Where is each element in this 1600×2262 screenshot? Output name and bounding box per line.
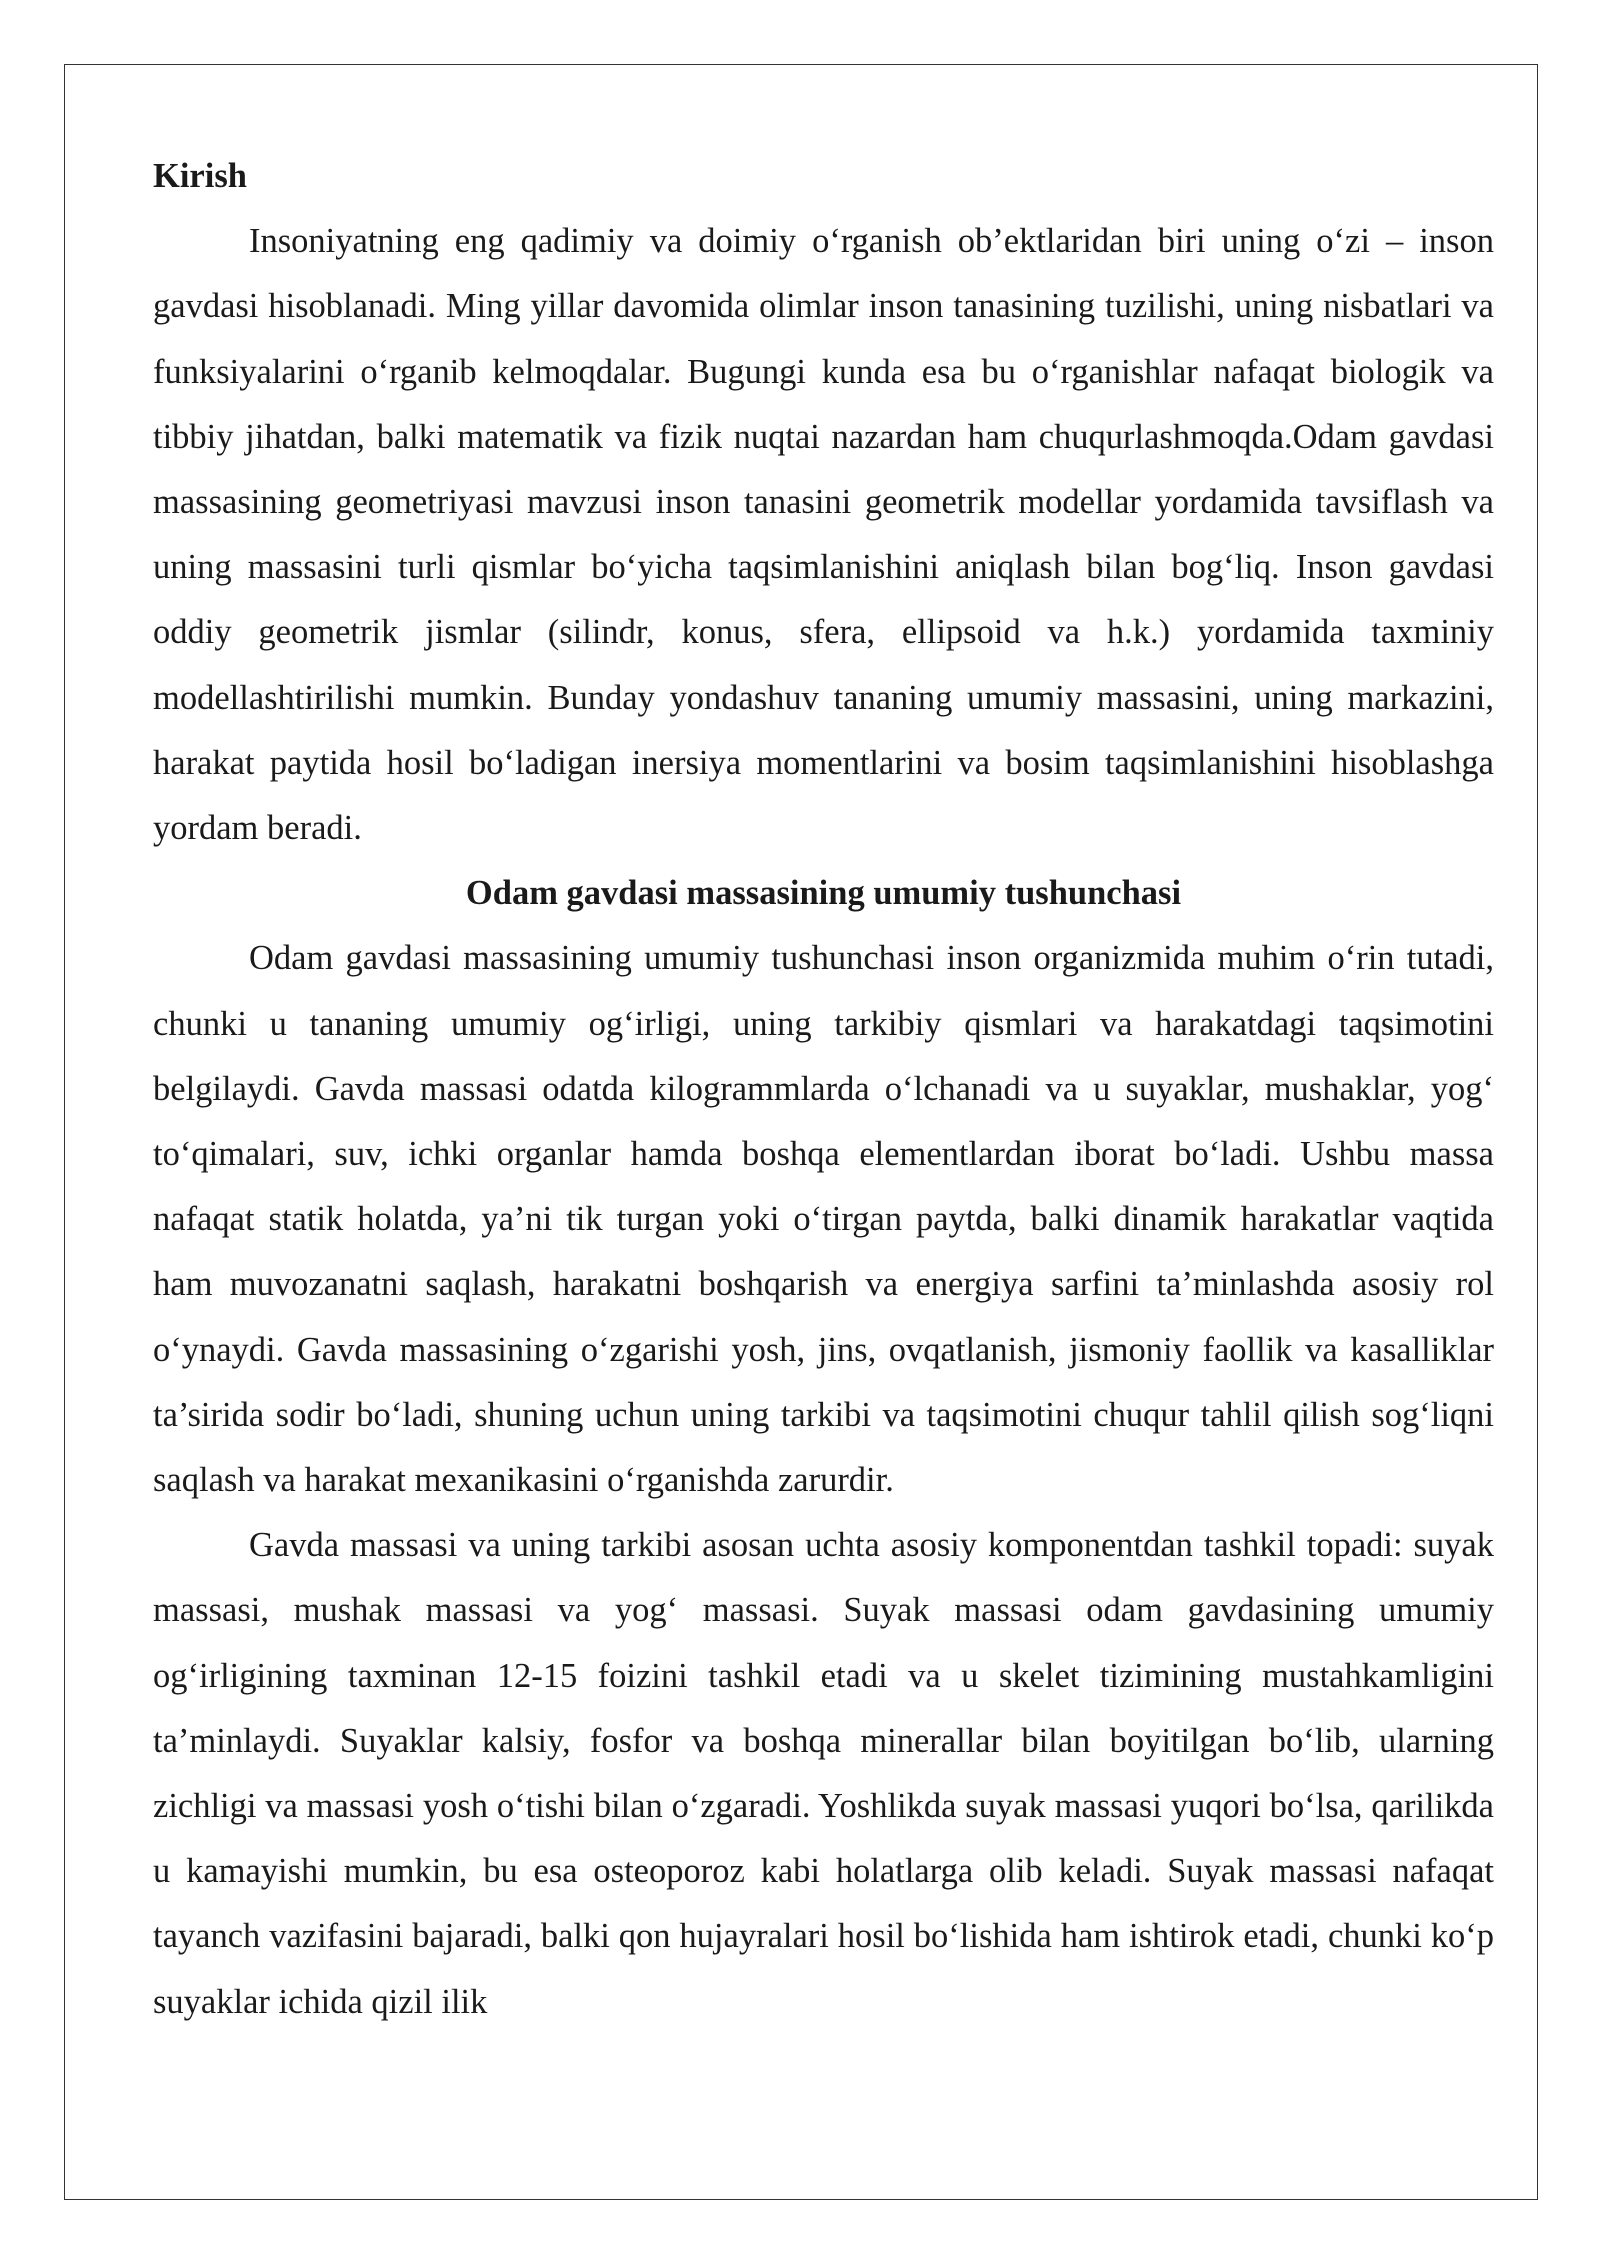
intro-heading: Kirish — [153, 157, 247, 195]
section-paragraph-1: Odam gavdasi massasining umumiy tushunchasi inson organizmida muhim o‘rin tutadi, chunki u tananing umumiy og‘irligi, uning tarkibiy qismlari va harakatdagi taqsimotini belgilaydi. Gavda massasi odatda kilogrammlarda o‘lchanadi va u suyaklar, mushaklar, yog‘ to‘qimalari, suv, ichki organlar hamda boshqa elementlardan iborat bo‘ladi. Ushbu massa nafaqat statik holatda, ya’ni tik turgan yoki o‘tirgan paytda, balki dinamik harakatlar vaqtida ham muvozanatni saqlash, harakatni boshqarish va energiya sarfini ta’minlashda asosiy rol o‘ynaydi. Gavda massasining o‘zgarishi yosh, jins, ovqatlanish, jismoniy faollik va kasalliklar ta’sirida sodir bo‘ladi, shuning uchun uning tarkibi va taqsimotini chuqur tahlil qilish sog‘liqni saqlash va harakat mexanikasini o‘rganishda zarurdir. — [153, 939, 1494, 1500]
document-body — [153, 144, 1494, 2035]
intro-paragraph: Insoniyatning eng qadimiy va doimiy o‘rganish ob’ektlaridan biri uning o‘zi – inson gavdasi hisoblanadi. Ming yillar davomida olimlar inson tanasining tuzilishi, uning nisbatlari va funksiyalarini o‘rganib kelmoqdalar. Bugungi kunda esa bu o‘rganishlar nafaqat biologik va tibbiy jihatdan, balki matematik va fizik nuqtai nazardan ham chuqurlashmoqda.Odam gavdasi massasining geometriyasi mavzusi inson tanasini geometrik modellar yordamida tavsiflash va uning massasini turli qismlar bo‘yicha taqsimlanishini aniqlash bilan bog‘liq. Inson gavdasi oddiy geometrik jismlar (silindr, konus, sfera, ellipsoid va h.k.) yordamida taxminiy modellashtirilishi mumkin. Bunday yondashuv tananing umumiy massasini, uning markazini, harakat paytida hosil bo‘ladigan inersiya momentlarini va bosim taqsimlanishini hisoblashga yordam beradi. — [153, 222, 1494, 848]
section-heading: Odam gavdasi massasining umumiy tushunchasi — [465, 874, 1182, 913]
section-paragraph-2: Gavda massasi va uning tarkibi asosan uchta asosiy komponentdan tashkil topadi: suyak massasi, mushak massasi va yog‘ massasi. Suyak massasi odam gavdasining umumiy og‘irligining taxminan 12-15 foizini tashkil etadi va u skelet tizimining mustahkamligini ta’minlaydi. Suyaklar kalsiy, fosfor va boshqa minerallar bilan boyitilgan bo‘lib, ularning zichligi va massasi yosh o‘tishi bilan o‘zgaradi. Yoshlikda suyak massasi yuqori bo‘lsa, qarilikda u kamayishi mumkin, bu esa osteoporoz kabi holatlarga olib keladi. Suyak massasi nafaqat tayanch vazifasini bajaradi, balki qon hujayralari hosil bo‘lishida ham ishtirok etadi, chunki ko‘p suyaklar ichida qizil ilik — [153, 1526, 1494, 2021]
